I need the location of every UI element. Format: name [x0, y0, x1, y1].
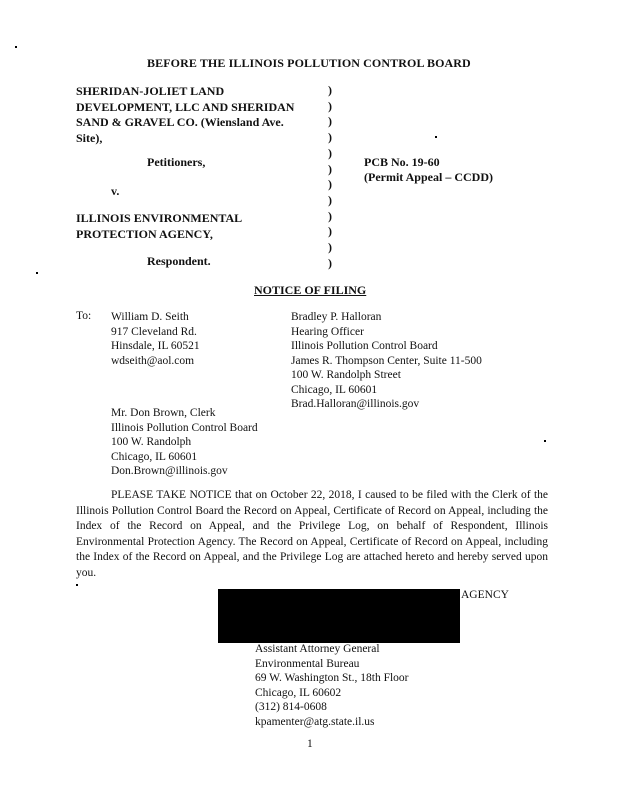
- scan-speck: [544, 440, 546, 442]
- address-line: Chicago, IL 60601: [291, 383, 378, 396]
- scan-speck: [36, 272, 38, 274]
- signature-line: Chicago, IL 60602: [255, 686, 342, 699]
- address-line: 917 Cleveland Rd.: [111, 325, 197, 338]
- respondent-line: ILLINOIS ENVIRONMENTAL: [76, 211, 243, 225]
- email-line: Don.Brown@illinois.gov: [111, 465, 228, 477]
- petitioner-line: SHERIDAN-JOLIET LAND: [76, 84, 225, 98]
- signature-line: Environmental Bureau: [255, 657, 360, 670]
- paren: ): [328, 208, 332, 223]
- scan-speck: [15, 46, 17, 48]
- signature-line: (312) 814-0608: [255, 701, 327, 713]
- paren: ): [328, 98, 332, 113]
- address-line: 100 W. Randolph Street: [291, 369, 401, 381]
- address-line: Illinois Pollution Control Board: [111, 421, 258, 434]
- petitioner-line: SAND & GRAVEL CO. (Wiensland Ave.: [76, 115, 284, 130]
- case-type: (Permit Appeal – CCDD): [364, 170, 493, 184]
- case-number: PCB No. 19-60: [364, 155, 440, 169]
- address-line: William D. Seith: [111, 311, 189, 323]
- scan-speck: [76, 584, 78, 586]
- paren: ): [328, 145, 332, 160]
- signature-line: Assistant Attorney General: [255, 643, 380, 655]
- paren: ): [328, 161, 332, 176]
- address-line: Hinsdale, IL 60521: [111, 340, 200, 352]
- respondent-line: PROTECTION AGENCY,: [76, 226, 213, 241]
- respondent-label: Respondent.: [147, 254, 211, 268]
- address-line: Chicago, IL 60601: [111, 450, 198, 463]
- paren: ): [328, 83, 332, 97]
- address-line: Bradley P. Halloran: [291, 311, 382, 323]
- paren: ): [328, 255, 332, 270]
- email-line: wdseith@aol.com: [111, 354, 195, 367]
- address-line: 100 W. Randolph: [111, 436, 192, 448]
- address-line: James R. Thompson Center, Suite 11-500: [291, 354, 482, 367]
- paren: ): [328, 114, 332, 129]
- address-line: Illinois Pollution Control Board: [291, 340, 438, 352]
- caption-divider: [328, 83, 338, 271]
- to-label: To:: [76, 310, 92, 322]
- paren: ): [328, 130, 332, 145]
- petitioner-block: [76, 84, 294, 147]
- notice-heading: NOTICE OF FILING: [254, 283, 367, 297]
- recipient-halloran: [291, 310, 482, 412]
- page-number: 1: [307, 738, 313, 750]
- versus-label: v.: [111, 184, 120, 198]
- redaction-bar: [218, 589, 460, 643]
- email-line: kpamenter@atg.state.il.us: [255, 715, 375, 728]
- recipient-seith: [111, 310, 200, 368]
- paren: ): [328, 240, 332, 255]
- email-line: Brad.Halloran@illinois.gov: [291, 398, 420, 410]
- petitioners-label: Petitioners,: [147, 155, 206, 169]
- recipient-brown: [111, 406, 258, 479]
- paren: ): [328, 177, 332, 192]
- paren: ): [328, 224, 332, 239]
- page-title: BEFORE THE ILLINOIS POLLUTION CONTROL BOARD: [147, 56, 471, 70]
- address-line: Mr. Don Brown, Clerk: [111, 407, 216, 419]
- petitioner-line: Site),: [76, 131, 103, 146]
- respondent-block: [76, 211, 242, 242]
- signature-line: 69 W. Washington St., 18th Floor: [255, 672, 409, 684]
- signature-block: [255, 642, 409, 729]
- agency-fragment: AGENCY: [461, 589, 509, 601]
- paren: ): [328, 192, 332, 207]
- address-line: Hearing Officer: [291, 325, 364, 338]
- notice-body: PLEASE TAKE NOTICE that on October 22, 2018, I caused to be filed with the Clerk of the Illinois Pollution Control Board the Record on Appeal, Certificate of Record on Appeal, including the Index of the Record on Appeal, and the Privilege Log, on behalf of Respondent, Illinois Environmental Protection Agency. The Record on Appeal, Certificate of Record on Appeal, including the Index of the Record on Appeal, and the Privilege Log are attached hereto and hereby served upon you.: [76, 489, 548, 579]
- scan-speck: [435, 136, 437, 138]
- petitioner-line: DEVELOPMENT, LLC AND SHERIDAN: [76, 99, 295, 114]
